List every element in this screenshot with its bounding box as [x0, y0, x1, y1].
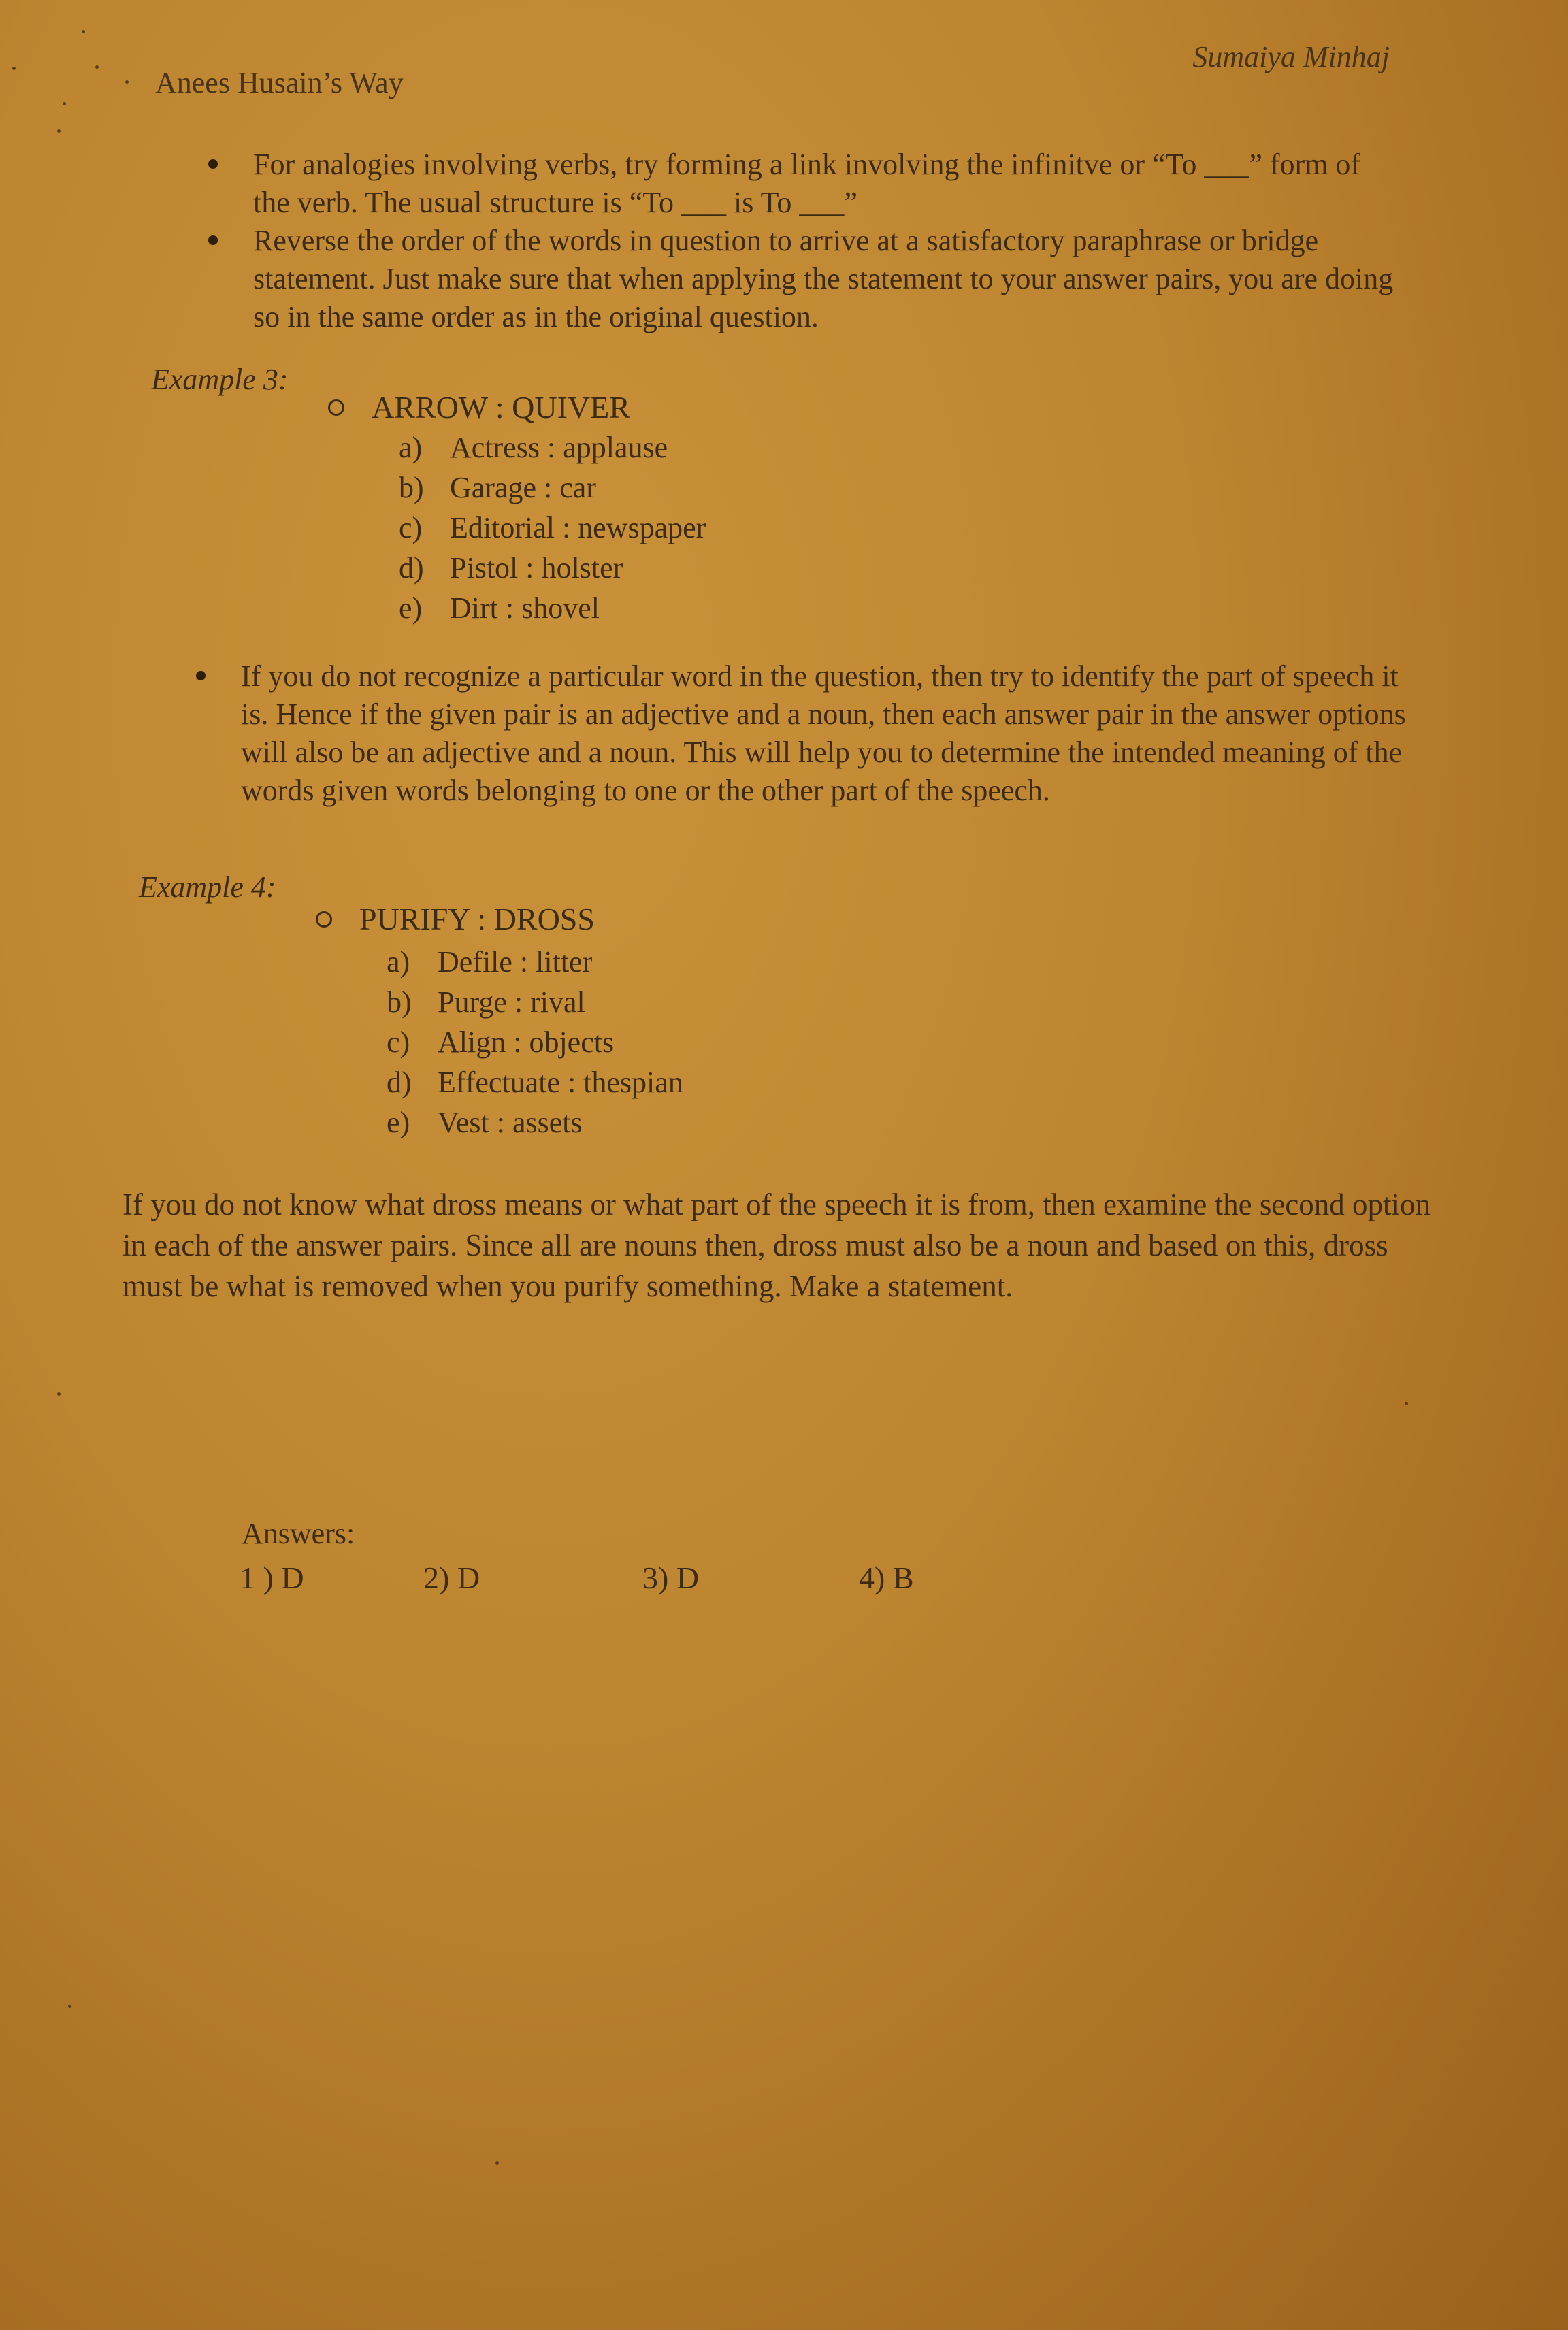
example-3-question — [328, 389, 630, 425]
tips-top-list — [253, 146, 1403, 336]
bullet-icon — [208, 235, 218, 245]
answer-1: 1 ) D — [240, 1560, 304, 1595]
option-a: a) Defile : litter — [387, 945, 593, 979]
option-e: e) Dirt : shovel — [399, 591, 600, 625]
answers-title: Answers: — [242, 1517, 355, 1550]
example-3-label: Example 3: — [151, 363, 289, 396]
option-b: b) Purge : rival — [387, 985, 585, 1019]
example-4-options — [387, 942, 683, 1143]
header-author-left: Anees Husain’s Way — [155, 66, 404, 99]
option-d: d) Pistol : holster — [399, 551, 623, 585]
example-3-options — [399, 427, 706, 628]
tip-text: If you do not recognize a particular word in the question, then try to identify the part of speech it is. Hence if the given pair is an adjective and a noun, then each answer pair in the answer options will also be an adjective and a noun. This will help you to determine the intended meaning of the words given words belonging to one or the other part of the speech. — [241, 659, 1406, 807]
bullet-icon — [196, 671, 206, 680]
answer-2: 2) D — [423, 1560, 480, 1595]
tip-item — [253, 222, 1403, 336]
option-c: c) Editorial : newspaper — [399, 511, 706, 544]
tip-item — [253, 146, 1403, 222]
header-author-right: Sumaiya Minhaj — [1192, 40, 1390, 73]
answer-3: 3) D — [642, 1560, 700, 1595]
option-b: b) Garage : car — [399, 471, 596, 504]
hollow-bullet-icon — [328, 399, 344, 416]
example-4-label: Example 4: — [139, 870, 276, 904]
tip-item — [241, 657, 1425, 810]
explanation-paragraph: If you do not know what dross means or what part of the speech it is from, then examine the second option in each of the answer pairs. Since all are nouns then, dross must also be a noun and based on this, dross must be what is removed when you purify something. Make a statement. — [122, 1187, 1431, 1303]
option-a: a) Actress : applause — [399, 431, 668, 464]
question-text: ARROW : QUIVER — [372, 390, 630, 425]
bullet-icon — [208, 159, 218, 169]
question-text: PURIFY : DROSS — [359, 902, 595, 936]
option-c: c) Align : objects — [387, 1025, 615, 1059]
tips-middle-list — [241, 657, 1425, 810]
option-d: d) Effectuate : thespian — [387, 1066, 683, 1099]
option-e: e) Vest : assets — [387, 1106, 583, 1139]
answer-4: 4) B — [859, 1560, 914, 1595]
tip-text: Reverse the order of the words in question to arrive at a satisfactory paraphrase or bridge statement. Just make sure that when applying the statement to your answer pairs, you are doing so in the same order as in the original question. — [253, 224, 1394, 333]
example-4-question — [316, 901, 595, 937]
hollow-bullet-icon — [316, 911, 332, 928]
tip-text: For analogies involving verbs, try forming a link involving the infinitve or “To ___” form of the verb. The usual structure is “To ___ is To ___” — [253, 148, 1361, 219]
